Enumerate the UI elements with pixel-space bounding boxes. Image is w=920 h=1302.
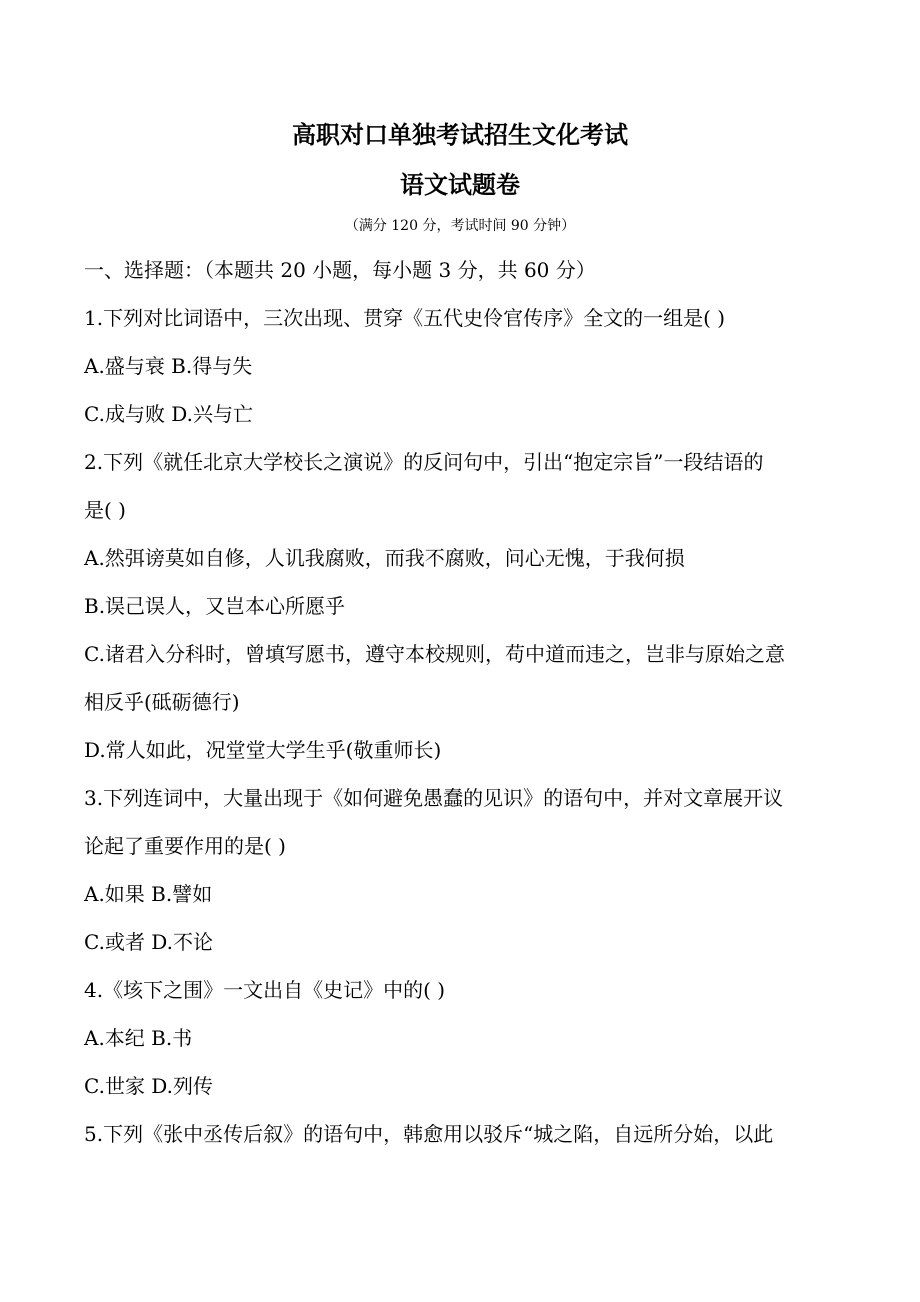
option-line: A.然弭谤莫如自修，人讥我腐败，而我不腐败，问心无愧，于我何损 [84, 546, 685, 570]
option-line: A.如果 B.譬如 [84, 882, 213, 906]
question-line: 5.下列《张中丞传后叙》的语句中，韩愈用以驳斥“城之陷，自远所分始，以此 [84, 1122, 774, 1146]
section-heading: 一、选择题：（本题共 20 小题，每小题 3 分，共 60 分） [84, 258, 596, 282]
option-line: C.成与败 D.兴与亡 [84, 402, 253, 426]
option-line: C.诸君入分科时，曾填写愿书，遵守本校规则，苟中道而违之，岂非与原始之意 [84, 642, 785, 666]
exam-title: 高职对口单独考试招生文化考试 [292, 120, 628, 149]
question-line: 论起了重要作用的是( ) [84, 834, 286, 858]
question-line: 4.《垓下之围》一文出自《史记》中的( ) [84, 978, 446, 1002]
question-line: 2.下列《就任北京大学校长之演说》的反问句中，引出“抱定宗旨”一段结语的 [84, 450, 764, 474]
question-line: 3.下列连词中，大量出现于《如何避免愚蠢的见识》的语句中，并对文章展开议 [84, 786, 784, 810]
option-line: B.误己误人，又岂本心所愿乎 [84, 594, 346, 618]
option-line: C.或者 D.不论 [84, 930, 213, 954]
option-line: A.本纪 B.书 [84, 1026, 193, 1050]
question-line: 是( ) [84, 498, 126, 522]
option-line: A.盛与衰 B.得与失 [84, 354, 253, 378]
option-line: C.世家 D.列传 [84, 1074, 213, 1098]
paper-subtitle: 语文试题卷 [400, 170, 520, 199]
score-time-note: （满分 120 分，考试时间 90 分钟） [344, 218, 576, 234]
option-line: D.常人如此，况堂堂大学生乎(敬重师长) [84, 738, 442, 762]
question-line: 1.下列对比词语中，三次出现、贯穿《五代史伶官传序》全文的一组是( ) [84, 306, 726, 330]
option-line: 相反乎(砥砺德行) [84, 690, 240, 714]
